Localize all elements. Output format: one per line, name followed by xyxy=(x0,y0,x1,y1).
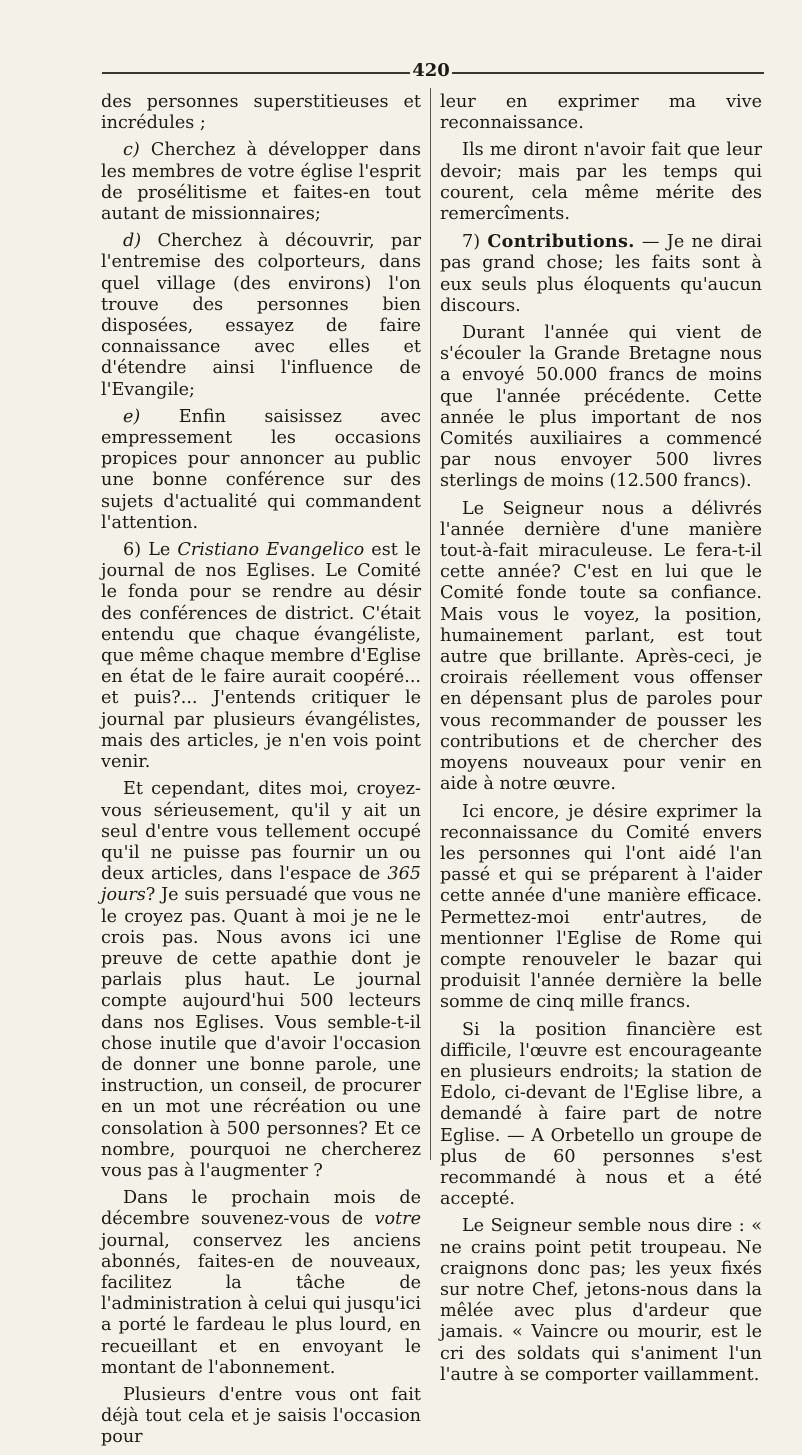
paragraph: Ils me diront n'avoir fait que leur devoir; mais par les temps qui courent, cela même mérite des remercîments. xyxy=(440,140,762,225)
column-divider xyxy=(430,88,431,1160)
paragraph xyxy=(101,231,421,401)
paragraph-text: Enfin saisissez avec empressement les occasions propices pour annoncer au public une bonne conférence sur des sujets d'actualité qui commandent l'attention. xyxy=(101,406,421,533)
paragraph: Plusieurs d'entre vous ont fait déjà tout cela et je saisis l'occasion pour xyxy=(101,1384,421,1448)
list-marker: c) xyxy=(123,140,140,161)
journal-title: Cristiano Evangelico xyxy=(177,540,365,561)
section-number: 7) xyxy=(462,232,488,253)
paragraph: Ici encore, je désire exprimer la reconnaissance du Comité envers les personnes qui l'ont aidé l'an passé et qui se préparent à l'aider cette année d'une manière efficace. Permettez-moi entr'autres, de mentionner l'Eglise de Rome qui compte renouveler le bazar qui produisit l'année dernière la belle somme de cinq mille francs. xyxy=(440,801,762,1013)
page-number: 420 xyxy=(412,60,450,81)
emphasis: votre xyxy=(374,1209,421,1230)
paragraph xyxy=(101,540,421,773)
paragraph-text: ? Je suis persuadé que vous ne le croyez pas. Quant à moi je ne le crois pas. Nous avons ici une preuve de cette apathie dont je parlais plus haut. Le journal compte aujourd'hui 500 lecteurs dans nos Eglises. Vous semble-t-il chose inutile que d'avoir l'occasion de donner une bonne parole, une instruction, un conseil, de procurer en un mot une récréation ou une consolation à 500 personnes? Et ce nombre, pourquoi ne chercherez vous pas à l'augmenter ? xyxy=(101,885,421,1181)
header-rule-left xyxy=(102,72,410,74)
paragraph: Le Seigneur nous a délivrés l'année dernière d'une manière tout-à-fait miraculeuse. Le fera-t-il cette année? C'est en lui que le Comité fonde toute sa confiance. Mais vous le voyez, la position, humainement parlant, est tout autre que brillante. Après-ceci, je croirais réellement vous offenser en dépensant plus de paroles pour vous recommander de pousser les contributions et de chercher des moyens nouveaux pour venir en aide à notre œuvre. xyxy=(440,498,762,795)
section-heading: Contributions. xyxy=(487,231,635,253)
paragraph-text: Dans le prochain mois de décembre souvenez-vous de xyxy=(101,1188,421,1230)
paragraph-text: est le journal de nos Eglises. Le Comité le fonda pour se rendre au désir des conférences de district. C'était entendu que chaque évangéliste, que même chaque membre d'Eglise en état de le faire aurait coopéré... et puis?... J'entends critiquer le journal par plusieurs évangélistes, mais des articles, je n'en vois point venir. xyxy=(101,540,421,773)
list-marker: e) xyxy=(123,406,141,427)
paragraph: Le Seigneur semble nous dire : « ne crains point petit troupeau. Ne craignons donc pas; les yeux fixés sur notre Chef, jetons-nous dans la mêlée avec plus d'ardeur que jamais. « Vaincre ou mourir, est le cri des soldats qui s'animent l'un l'autre à se comporter vaillamment. xyxy=(440,1216,762,1385)
section-number: 6) Le xyxy=(123,540,178,561)
emphasis: 365 jours xyxy=(101,864,421,906)
paragraph: Si la position financière est difficile, l'œuvre est encourageante en plusieurs endroits; la station de Edolo, ci-devant de l'Eglise libre, a demandé à faire part de notre Eglise. — A Orbetello un groupe de plus de 60 personnes s'est recommandé à nous et a été accepté. xyxy=(440,1019,762,1210)
right-column xyxy=(440,92,762,1392)
left-column xyxy=(101,92,421,1455)
paragraph: leur en exprimer ma vive reconnaissance. xyxy=(440,92,762,134)
paragraph xyxy=(101,140,421,225)
paragraph-text: Cherchez à développer dans les membres de votre église l'esprit de prosélitisme et faites-en tout autant de missionnaires; xyxy=(101,140,421,225)
paragraph xyxy=(101,1188,421,1379)
paragraph-text: Cherchez à découvrir, par l'entremise des colporteurs, dans quel village (des environs) l'on trouve des personnes bien disposées, essayez de faire connaissance avec elles et d'étendre ainsi l'influence de l'Evangile; xyxy=(101,231,421,400)
paragraph: Durant l'année qui vient de s'écouler la Grande Bretagne nous a envoyé 50.000 francs de moins que l'année précédente. Cette année le plus important de nos Comités auxiliaires a commencé par nous envoyer 500 livres sterlings de moins (12.500 francs). xyxy=(440,323,762,492)
paragraph xyxy=(440,231,762,317)
paragraph xyxy=(101,779,421,1182)
paragraph-text: Et cependant, dites moi, croyez-vous sérieusement, qu'il y ait un seul d'entre vous tellement occupé qu'il ne puisse pas fournir un ou deux articles, dans l'espace de xyxy=(101,779,421,885)
paragraph xyxy=(101,407,421,534)
paragraph-text: journal, conservez les anciens abonnés, faites-en de nouveaux, facilitez la tâche de l'administration à celui qui jusqu'ici a porté le fardeau le plus lourd, en recueillant et en envoyant le montant de l'abonnement. xyxy=(101,1230,421,1378)
header-rule-right xyxy=(452,72,764,74)
paragraph-text: — Je ne dirai pas grand chose; les faits sont à eux seuls plus éloquents qu'aucun discours. xyxy=(440,232,763,316)
list-marker: d) xyxy=(123,231,142,252)
paragraph: des personnes superstitieuses et incrédules ; xyxy=(101,92,421,134)
